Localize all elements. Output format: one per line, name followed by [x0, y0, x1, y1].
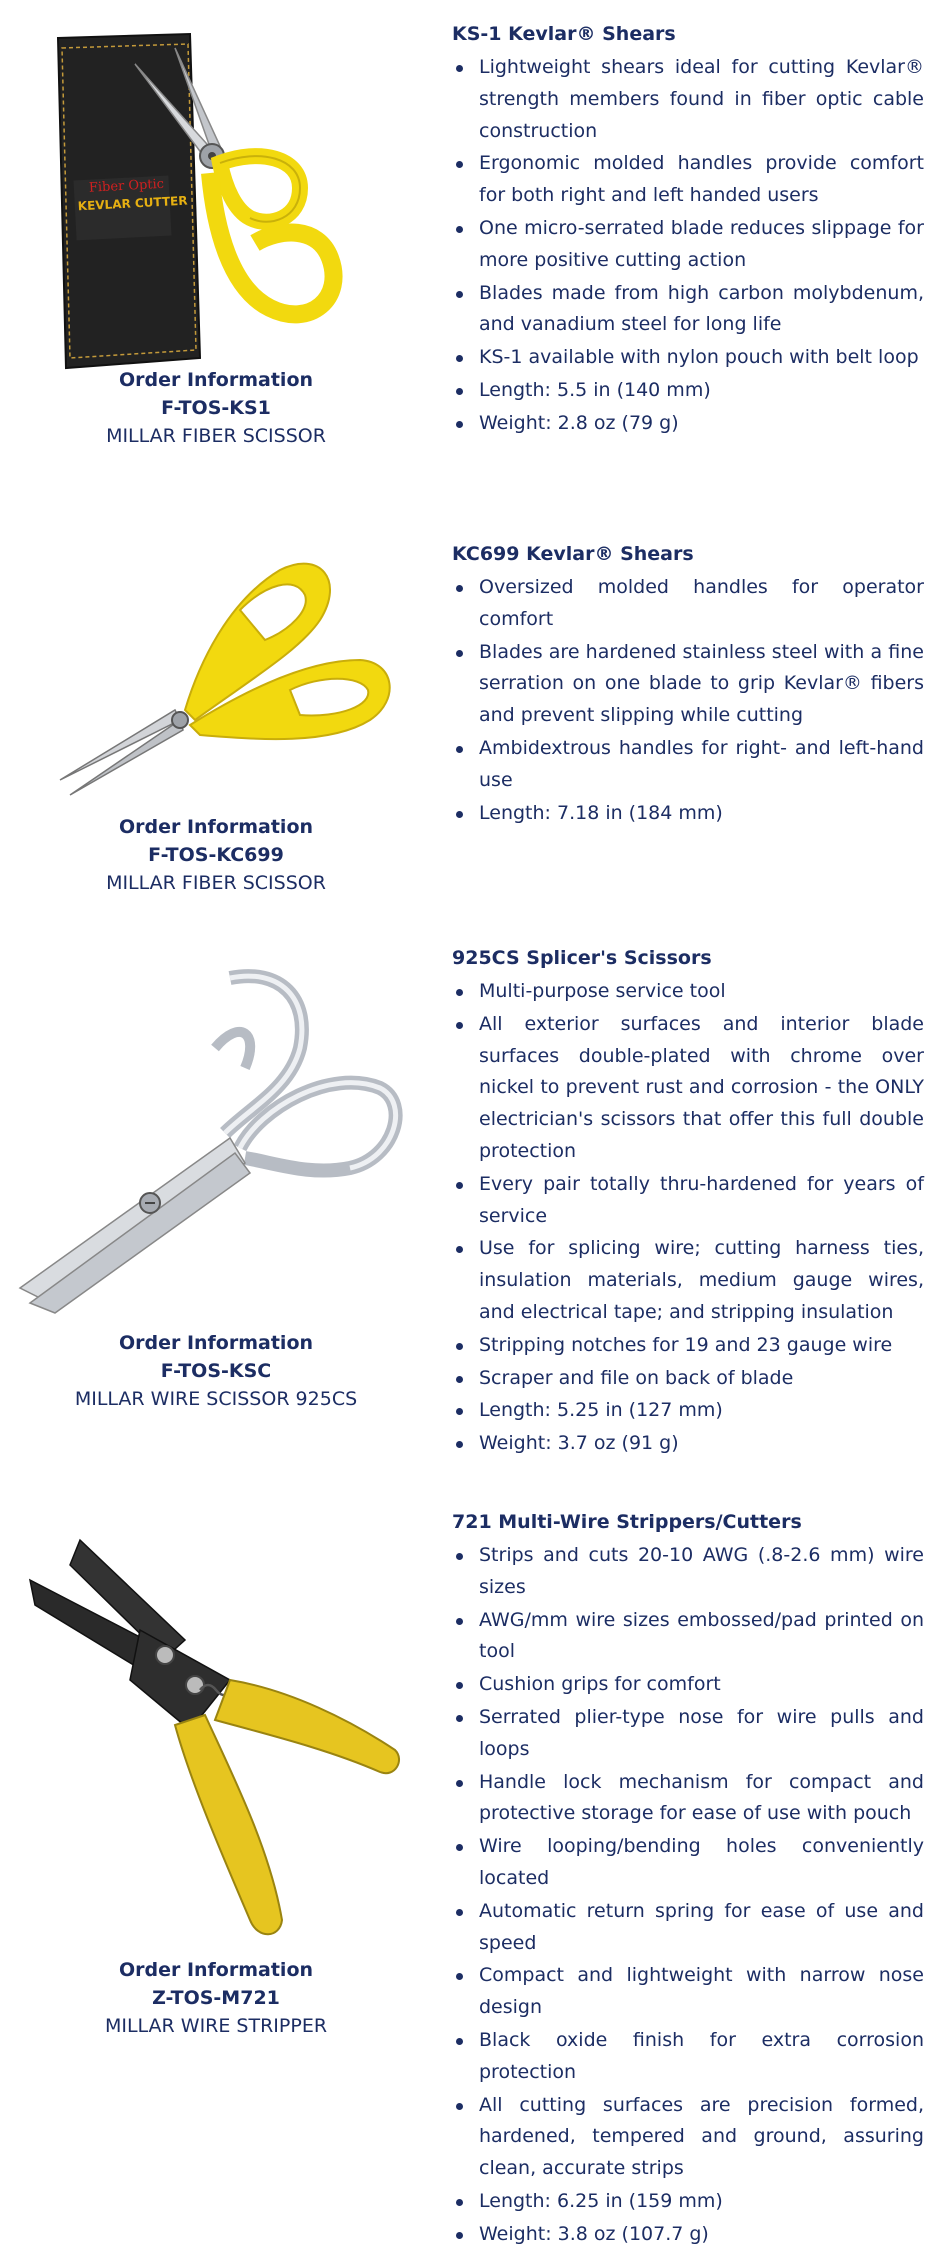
bullet-icon [456, 355, 463, 362]
721-order-info [0, 1956, 432, 2040]
ks1-yellow-handles [210, 156, 334, 314]
721-yellow-grips [175, 1680, 399, 1934]
list-item: Ambidextrous handles for right- and left-hand use [452, 733, 924, 797]
feature-list [452, 52, 924, 440]
order-code: F-TOS-KSC [160, 1360, 272, 1382]
order-description: MILLAR WIRE SCISSOR 925CS [74, 1388, 358, 1410]
product-title: 721 Multi-Wire Strippers/Cutters [452, 1511, 802, 1533]
kc699-details [452, 540, 924, 830]
bullet-icon [456, 1441, 463, 1448]
bullet-icon [456, 1376, 463, 1383]
ks1-order-info [0, 366, 432, 450]
bullet-icon [456, 161, 463, 168]
bullet-icon [456, 2232, 463, 2239]
bullet-icon [456, 989, 463, 996]
order-heading: Order Information [118, 369, 314, 391]
kc699-shears-image [0, 540, 430, 830]
list-item: Wire looping/bending holes conveniently located [452, 1831, 924, 1895]
bullet-icon [456, 1682, 463, 1689]
bullet-icon [456, 1022, 463, 1029]
feature-list [452, 572, 924, 829]
order-description: MILLAR FIBER SCISSOR [106, 425, 326, 447]
list-item: Use for splicing wire; cutting harness ties, insulation materials, medium gauge wires, and electrical tape; and stripping insulation [452, 1233, 924, 1328]
bullet-icon [456, 1780, 463, 1787]
list-item: Strips and cuts 20-10 AWG (.8-2.6 mm) wire sizes [452, 1540, 924, 1604]
ks1-shears-illustration [0, 28, 430, 388]
product-title: 925CS Splicer's Scissors [452, 947, 712, 969]
kc699-shears-illustration [0, 540, 430, 830]
pouch-label-line2: KEVLAR CUTTER [77, 193, 188, 214]
list-item: Weight: 3.7 oz (91 g) [452, 1428, 924, 1460]
list-item: Serrated plier-type nose for wire pulls and loops [452, 1702, 924, 1766]
list-item: Weight: 2.8 oz (79 g) [452, 408, 924, 440]
list-item: AWG/mm wire sizes embossed/pad printed on tool [452, 1605, 924, 1669]
bullet-icon [456, 585, 463, 592]
product-721 [0, 1500, 939, 2245]
925cs-chrome-handles [215, 976, 396, 1170]
bullet-icon [456, 421, 463, 428]
product-kc699 [0, 520, 939, 920]
721-black-jaws [30, 1540, 230, 1730]
product-925cs [0, 928, 939, 1488]
nylon-pouch-graphic [58, 34, 200, 368]
product-ks1 [0, 0, 939, 500]
list-item: Every pair totally thru-hardened for years of service [452, 1169, 924, 1233]
order-heading: Order Information [118, 1332, 314, 1354]
list-item: All exterior surfaces and interior blade surfaces double-plated with chrome over nickel to prevent rust and corrosion - the ONLY electrician's scissors that offer this full double protection [452, 1009, 924, 1168]
list-item: Blades made from high carbon molybdenum, and vanadium steel for long life [452, 278, 924, 342]
bullet-icon [456, 811, 463, 818]
list-item: Handle lock mechanism for compact and protective storage for ease of use with pouch [452, 1767, 924, 1831]
bullet-icon [456, 2038, 463, 2045]
bullet-icon [456, 291, 463, 298]
pouch-label-line1: Fiber Optic [88, 176, 165, 196]
bullet-icon [456, 1182, 463, 1189]
kc699-yellow-handles [185, 564, 390, 739]
bullet-icon [456, 1408, 463, 1415]
list-item: Multi-purpose service tool [452, 976, 924, 1008]
925cs-blades [20, 1138, 250, 1313]
925cs-scissors-illustration [0, 958, 430, 1338]
list-item: Length: 5.5 in (140 mm) [452, 375, 924, 407]
list-item: Blades are hardened stainless steel with a fine serration on one blade to grip Kevlar® fibers and prevent slipping while cutting [452, 637, 924, 732]
order-heading: Order Information [118, 816, 314, 838]
kc699-order-info [0, 813, 432, 897]
925cs-details [452, 944, 924, 1461]
list-item: Cushion grips for comfort [452, 1669, 924, 1701]
order-code: F-TOS-KS1 [161, 397, 271, 419]
list-item: Oversized molded handles for operator comfort [452, 572, 924, 636]
order-code: F-TOS-KC699 [148, 844, 284, 866]
925cs-order-info [0, 1329, 432, 1413]
list-item: KS-1 available with nylon pouch with belt loop [452, 342, 924, 374]
bullet-icon [456, 65, 463, 72]
feature-list [452, 1540, 924, 2251]
product-title: KS-1 Kevlar® Shears [452, 23, 676, 45]
721-stripper-image [0, 1520, 430, 1960]
list-item: Lightweight shears ideal for cutting Kevlar® strength members found in fiber optic cable construction [452, 52, 924, 147]
bullet-icon [456, 1844, 463, 1851]
order-description: MILLAR WIRE STRIPPER [104, 2015, 328, 2037]
721-details [452, 1508, 924, 2252]
list-item: Ergonomic molded handles provide comfort for both right and left handed users [452, 148, 924, 212]
bullet-icon [456, 1553, 463, 1560]
bullet-icon [456, 2199, 463, 2206]
bullet-icon [456, 226, 463, 233]
feature-list [452, 976, 924, 1460]
list-item: Length: 5.25 in (127 mm) [452, 1395, 924, 1427]
list-item: Length: 6.25 in (159 mm) [452, 2186, 924, 2218]
bullet-icon [456, 650, 463, 657]
list-item: Black oxide finish for extra corrosion protection [452, 2025, 924, 2089]
721-stripper-illustration [0, 1520, 430, 1960]
list-item: Weight: 3.8 oz (107.7 g) [452, 2219, 924, 2251]
list-item: Automatic return spring for ease of use and speed [452, 1896, 924, 1960]
list-item: Scraper and file on back of blade [452, 1363, 924, 1395]
list-item: Stripping notches for 19 and 23 gauge wire [452, 1330, 924, 1362]
list-item: All cutting surfaces are precision formed, hardened, tempered and ground, assuring clean, accurate strips [452, 2090, 924, 2185]
bullet-icon [456, 1343, 463, 1350]
order-heading: Order Information [118, 1959, 314, 1981]
925cs-scissors-image [0, 958, 430, 1338]
product-title: KC699 Kevlar® Shears [452, 543, 694, 565]
bullet-icon [456, 388, 463, 395]
order-code: Z-TOS-M721 [152, 1987, 280, 2009]
bullet-icon [456, 1909, 463, 1916]
ks1-shears-image [0, 28, 430, 388]
order-description: MILLAR FIBER SCISSOR [106, 872, 326, 894]
bullet-icon [456, 1618, 463, 1625]
list-item: One micro-serrated blade reduces slippage for more positive cutting action [452, 213, 924, 277]
bullet-icon [456, 2103, 463, 2110]
list-item: Length: 7.18 in (184 mm) [452, 798, 924, 830]
bullet-icon [456, 1715, 463, 1722]
ks1-details [452, 20, 924, 441]
kc699-blades [60, 710, 188, 795]
list-item: Compact and lightweight with narrow nose design [452, 1960, 924, 2024]
bullet-icon [456, 1973, 463, 1980]
bullet-icon [456, 746, 463, 753]
bullet-icon [456, 1246, 463, 1253]
